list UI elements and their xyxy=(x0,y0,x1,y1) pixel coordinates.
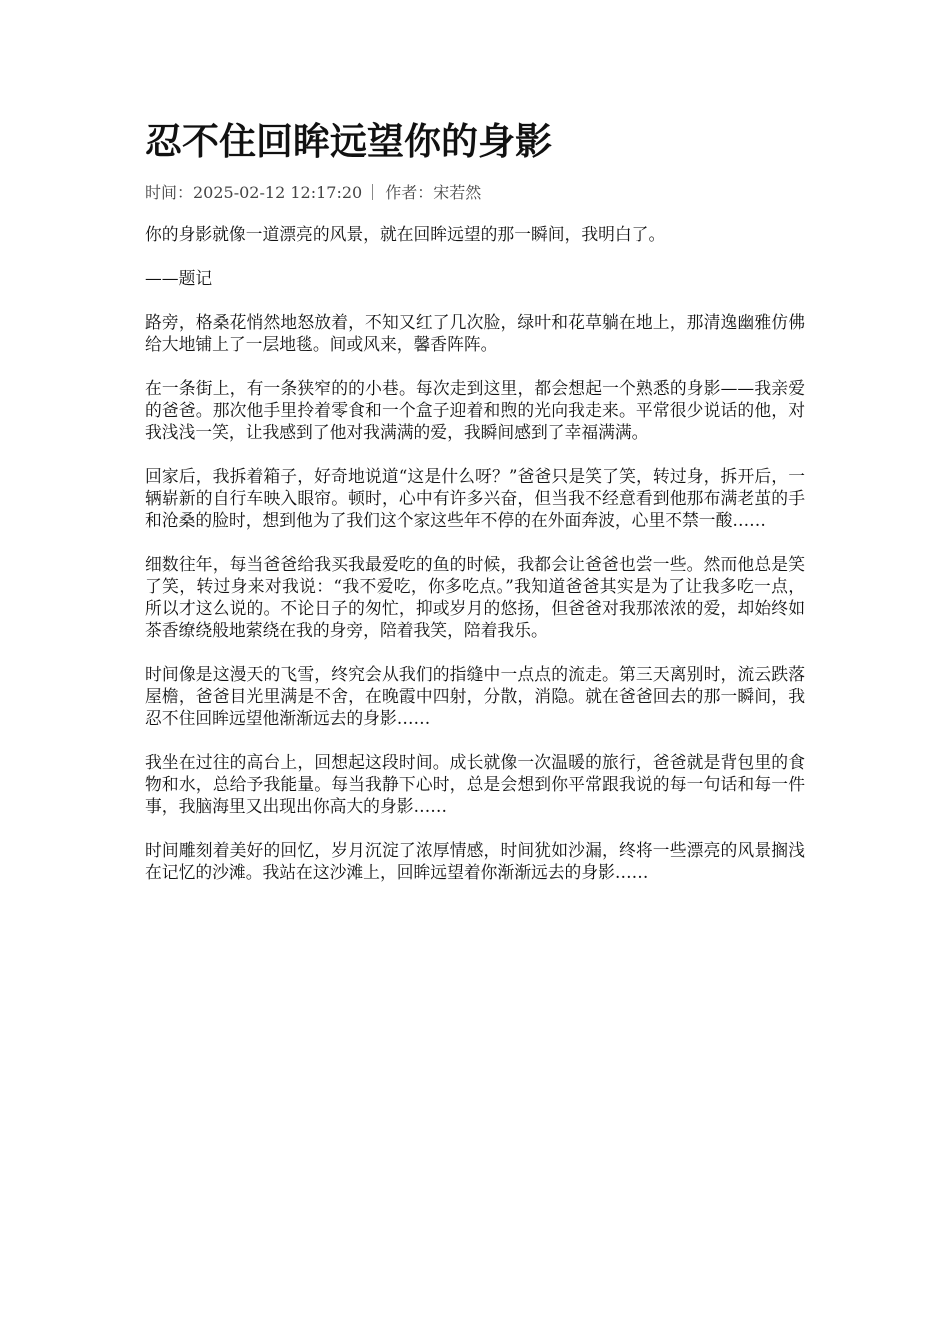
paragraph: 时间像是这漫天的飞雪，终究会从我们的指缝中一点点的流走。第三天离别时，流云跌落屋檐，爸爸目光里满是不舍，在晚霞中四射，分散，消隐。就在爸爸回去的那一瞬间，我忍不住回眸远望他渐渐远去的身影…… xyxy=(145,664,805,728)
paragraph: 我坐在过往的高台上，回想起这段时间。成长就像一次温暖的旅行，爸爸就是背包里的食物和水，总给予我能量。每当我静下心时，总是会想到你平常跟我说的每一句话和每一件事，我脑海里又出现出你高大的身影…… xyxy=(145,752,805,816)
meta-divider xyxy=(372,184,373,200)
paragraph: 细数往年，每当爸爸给我买我最爱吃的鱼的时候，我都会让爸爸也尝一些。然而他总是笑了笑，转过身来对我说：“我不爱吃，你多吃点。”我知道爸爸其实是为了让我多吃一点，所以才这么说的。不论日子的匆忙，抑或岁月的悠扬，但爸爸对我那浓浓的爱，却始终如茶香缭绕般地萦绕在我的身旁，陪着我笑，陪着我乐。 xyxy=(145,554,805,640)
paragraph: 你的身影就像一道漂亮的风景，就在回眸远望的那一瞬间，我明白了。 xyxy=(145,224,666,244)
publish-time: 时间：2025-02-12 12:17:20 xyxy=(145,183,363,202)
article-meta xyxy=(145,182,805,204)
article-body xyxy=(145,223,805,883)
paragraph: 时间雕刻着美好的回忆，岁月沉淀了浓厚情感，时间犹如沙漏，终将一些漂亮的风景搁浅在记忆的沙滩。我站在这沙滩上，回眸远望着你渐渐远去的身影…… xyxy=(145,840,805,882)
article-title: 忍不住回眸远望你的身影 xyxy=(145,119,552,163)
paragraph: ——题记 xyxy=(145,268,213,288)
paragraph: 回家后，我拆着箱子，好奇地说道“这是什么呀？”爸爸只是笑了笑，转过身，拆开后，一辆崭新的自行车映入眼帘。顿时，心中有许多兴奋，但当我不经意看到他那布满老茧的手和沧桑的脸时，想到他为了我们这个家这些年不停的在外面奔波，心里不禁一酸…… xyxy=(145,466,805,530)
article xyxy=(145,0,805,905)
author-name: 作者：宋若然 xyxy=(385,183,482,202)
paragraph: 路旁，格桑花悄然地怒放着，不知又红了几次脸，绿叶和花草躺在地上，那清逸幽雅仿佛给大地铺上了一层地毯。间或风来，馨香阵阵。 xyxy=(145,312,805,354)
paragraph: 在一条街上，有一条狭窄的的小巷。每次走到这里，都会想起一个熟悉的身影——我亲爱的爸爸。那次他手里拎着零食和一个盒子迎着和煦的光向我走来。平常很少说话的他，对我浅浅一笑，让我感到了他对我满满的爱，我瞬间感到了幸福满满。 xyxy=(145,378,805,442)
